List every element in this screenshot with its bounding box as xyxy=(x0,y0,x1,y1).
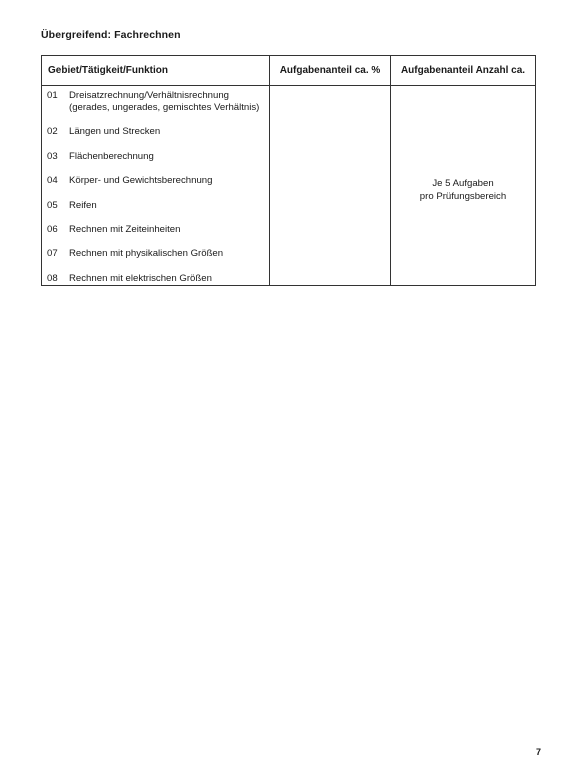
item-number: 04 xyxy=(47,175,58,187)
count-note-line1: Je 5 Aufgaben xyxy=(432,178,494,189)
item-number: 03 xyxy=(47,150,58,162)
item-number: 02 xyxy=(47,126,58,138)
list-item xyxy=(47,248,269,260)
table-body-row xyxy=(42,86,536,286)
header-count: Aufgabenanteil Anzahl ca. xyxy=(391,56,536,86)
section-title: Übergreifend: Fachrechnen xyxy=(41,29,181,41)
item-label: Reifen xyxy=(69,199,97,211)
count-note xyxy=(391,86,535,203)
page-number: 7 xyxy=(536,747,542,757)
table-header-row xyxy=(42,56,536,86)
list-item xyxy=(47,224,269,236)
header-percent: Aufgabenanteil ca. % xyxy=(270,56,391,86)
item-sublabel: (gerades, ungerades, gemischtes Verhältnis) xyxy=(69,102,260,113)
item-label: Rechnen mit physikalischen Größen xyxy=(69,248,224,260)
count-note-line2: pro Prüfungsbereich xyxy=(419,190,507,202)
item-label: Längen und Strecken xyxy=(69,126,161,138)
count-cell xyxy=(391,86,536,286)
percent-cell xyxy=(270,86,391,286)
list-item xyxy=(47,126,269,138)
item-number: 08 xyxy=(47,272,58,284)
item-label: Rechnen mit Zeiteinheiten xyxy=(69,223,181,235)
item-label: Rechnen mit elektrischen Größen xyxy=(69,272,212,284)
list-item xyxy=(47,273,269,285)
area-cell xyxy=(42,86,270,286)
list-item xyxy=(47,90,269,114)
item-number: 06 xyxy=(47,223,58,235)
list-item xyxy=(47,200,269,212)
list-item xyxy=(47,151,269,163)
item-label: Körper- und Gewichtsberechnung xyxy=(69,175,213,187)
task-distribution-table xyxy=(41,55,536,286)
item-label: Flächenberechnung xyxy=(69,150,154,162)
item-label: Dreisatzrechnung/Verhältnisrechnung xyxy=(69,90,229,101)
list-item xyxy=(47,175,269,187)
item-number: 07 xyxy=(47,248,58,260)
header-area: Gebiet/Tätigkeit/Funktion xyxy=(42,56,270,86)
item-number: 05 xyxy=(47,199,58,211)
topic-list xyxy=(42,86,269,285)
item-number: 01 xyxy=(47,90,58,101)
